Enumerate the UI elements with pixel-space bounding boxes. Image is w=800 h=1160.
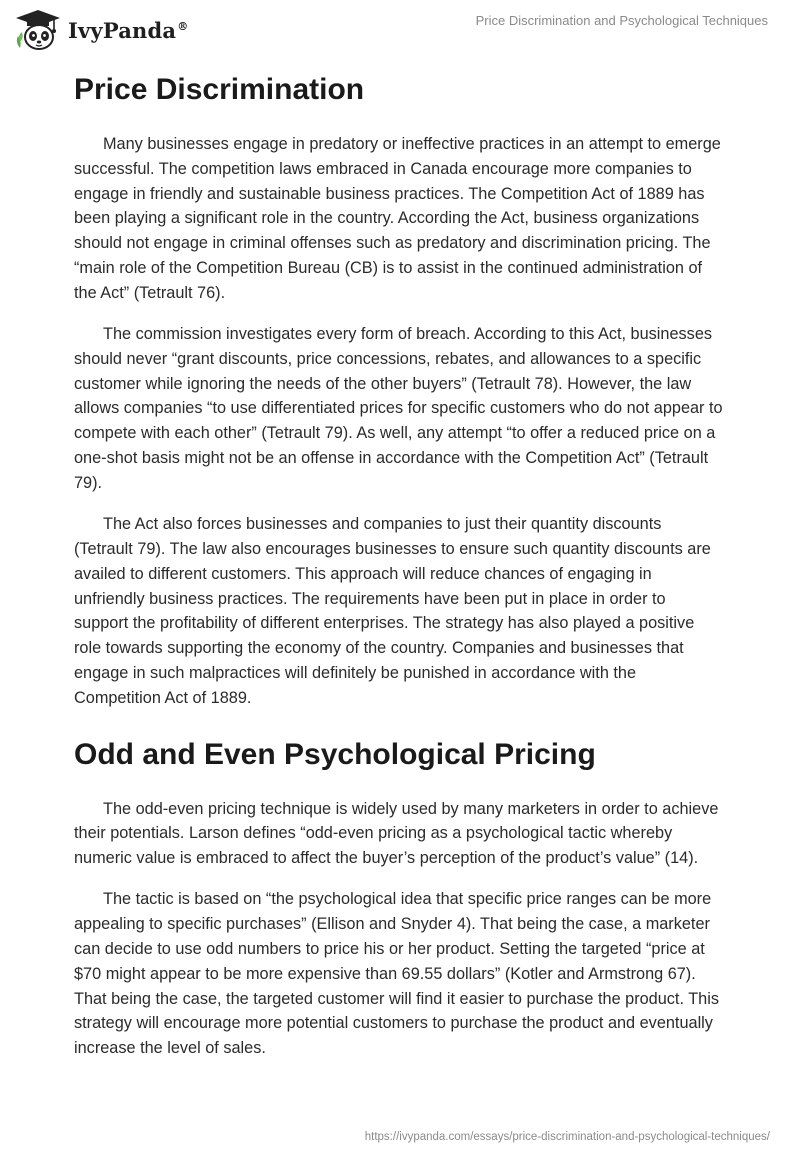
document-title: Price Discrimination and Psychological Techniques: [475, 13, 768, 28]
essay-content: [74, 70, 724, 1061]
ivypanda-logo[interactable]: [14, 8, 188, 52]
paragraph: The commission investigates every form of breach. According to this Act, businesses should never “grant discounts, price concessions, rebates, and allowances to a specific customer while ignoring the needs of the other buyers” (Tetrault 78). However, the law allows companies “to use differentiated prices for specific customers who do not appear to compete with each other” (Tetrault 79). As well, any attempt “to offer a reduced price on a one-shot basis might not be an offense in accordance with the Competition Act” (Tetrault 79).: [74, 325, 723, 492]
paragraph: The tactic is based on “the psychological idea that specific price ranges can be more appealing to specific purchases” (Ellison and Snyder 4). That being the case, a marketer can decide to use odd numbers to price his or her product. Setting the targeted “price at $70 might appear to be more expensive than 69.55 dollars” (Kotler and Armstrong 67). That being the case, the targeted customer will find it easier to purchase the product. This strategy will encourage more potential customers to purchase the product and eventually increase the level of sales.: [74, 890, 719, 1058]
page-header: [0, 0, 800, 60]
panda-graduate-icon: [14, 8, 62, 52]
section-heading-odd-even-pricing: Odd and Even Psychological Pricing: [74, 737, 596, 771]
paragraph: The Act also forces businesses and companies to just their quantity discounts (Tetrault 79). The law also encourages businesses to ensure such quantity discounts are availed to different customers. This approach will reduce chances of engaging in unfriendly business practices. The requirements have been put in place in order to support the profitability of different enterprises. The strategy has also played a positive role towards supporting the economy of the country. Companies and businesses that engage in such malpractices will definitely be punished in accordance with the Competition Act of 1889.: [74, 515, 711, 707]
source-url[interactable]: https://ivypanda.com/essays/price-discrimination-and-psychological-techniques/: [364, 1131, 770, 1143]
section-body-odd-even-pricing: [74, 797, 724, 1061]
section-heading-price-discrimination: Price Discrimination: [74, 73, 365, 106]
logo-text: IvyPanda®: [68, 17, 189, 43]
paragraph: Many businesses engage in predatory or ineffective practices in an attempt to emerge successful. The competition laws embraced in Canada encourage more companies to engage in friendly and sustainable business practices. The Competition Act of 1889 has been playing a significant role in the country. According the Act, business organizations should not engage in criminal offenses such as predatory and discrimination pricing. The “main role of the Competition Bureau (CB) is to assist in the continued administration of the Act” (Tetrault 76).: [74, 135, 721, 302]
registered-mark: ®: [177, 19, 189, 33]
paragraph: The odd-even pricing technique is widely used by many marketers in order to achieve their potentials. Larson defines “odd-even pricing as a psychological tactic whereby numeric value is embraced to affect the buyer’s perception of the product’s value” (14).: [74, 799, 719, 868]
section-body-price-discrimination: [74, 132, 724, 711]
